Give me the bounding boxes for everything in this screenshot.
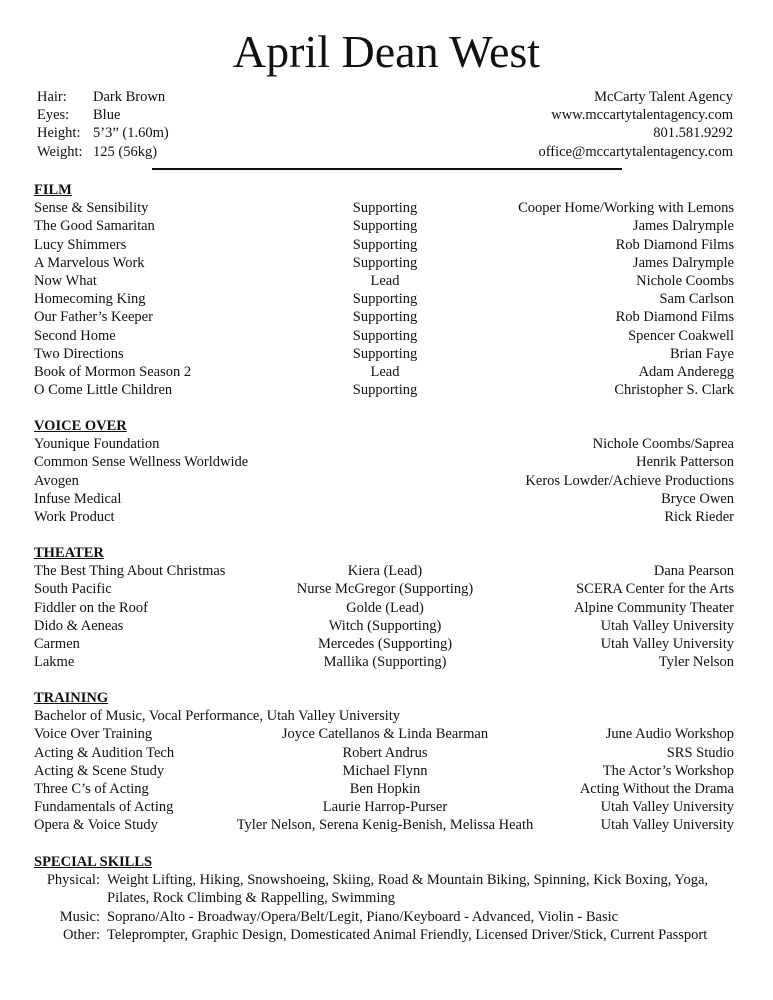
stat-label: Height:	[37, 125, 81, 142]
credit-company: Dana Pearson	[653, 563, 734, 580]
credit-company: Utah Valley University	[600, 617, 734, 634]
credit-company: Rick Rieder	[664, 508, 734, 525]
credit-title: Book of Mormon Season 2	[34, 363, 192, 380]
credit-role: Supporting	[352, 254, 418, 271]
credit-row	[34, 199, 734, 217]
training-section	[34, 689, 734, 835]
agency-email[interactable]: office@mccartytalentagency.com	[538, 143, 733, 160]
credit-row	[34, 508, 734, 526]
credit-company: Rob Diamond Films	[615, 236, 734, 253]
training-degree	[34, 707, 734, 725]
section-heading: TRAINING	[34, 690, 109, 706]
credit-role: Supporting	[352, 200, 418, 217]
credit-row	[34, 562, 734, 580]
credit-title: Avogen	[34, 472, 79, 489]
skill-text: Soprano/Alto - Broadway/Opera/Belt/Legit, Piano/Keyboard - Advanced, Violin - Basic	[107, 908, 619, 925]
agency-contact	[538, 88, 733, 161]
credit-row	[34, 345, 734, 363]
credit-title: Sense & Sensibility	[34, 200, 149, 217]
training-list	[34, 725, 734, 834]
stat-value: Blue	[93, 107, 121, 124]
film-section	[34, 181, 734, 399]
credit-row	[34, 780, 734, 798]
credit-title: Common Sense Wellness Worldwide	[34, 454, 249, 471]
training-place: June Audio Workshop	[605, 726, 734, 743]
credit-title: Lakme	[34, 654, 75, 671]
credit-row	[34, 236, 734, 254]
training-place: Utah Valley University	[600, 799, 734, 816]
stat-label: Hair:	[37, 89, 67, 105]
credit-row	[34, 327, 734, 345]
credit-row	[34, 435, 734, 453]
credit-role: Supporting	[352, 327, 418, 344]
credit-row	[34, 272, 734, 290]
stat-height	[37, 124, 169, 142]
credit-role: Supporting	[352, 309, 418, 326]
skill-text: Teleprompter, Graphic Design, Domesticated Animal Friendly, Licensed Driver/Stick, Current Passport	[107, 926, 708, 943]
skill-label: Music:	[59, 908, 100, 925]
training-course: Opera & Voice Study	[34, 817, 158, 834]
section-heading: THEATER	[34, 545, 104, 561]
credit-role: Golde (Lead)	[346, 599, 424, 616]
credit-company: Sam Carlson	[659, 291, 734, 308]
credit-row	[34, 217, 734, 235]
credit-title: Infuse Medical	[34, 490, 122, 507]
credit-title: Two Directions	[34, 345, 124, 362]
credit-title: Younique Foundation	[34, 436, 160, 453]
credit-row	[34, 580, 734, 598]
credit-company: James Dalrymple	[632, 254, 734, 271]
training-teacher: Tyler Nelson, Serena Kenig-Benish, Melissa Heath	[236, 817, 534, 834]
training-course: Acting & Audition Tech	[34, 744, 175, 761]
voice-over-section	[34, 417, 734, 526]
agency-phone: 801.581.9292	[653, 125, 733, 142]
credit-company: Nichole Coombs	[636, 272, 734, 289]
skill-row	[34, 908, 734, 926]
stat-value: Dark Brown	[93, 89, 166, 105]
theater-list	[34, 562, 734, 671]
training-teacher: Laurie Harrop-Purser	[322, 799, 448, 816]
credit-company: Adam Anderegg	[638, 363, 734, 380]
credit-row	[34, 617, 734, 635]
skill-label: Other:	[62, 926, 100, 943]
credit-row	[34, 653, 734, 671]
credit-row	[34, 290, 734, 308]
credit-company: Bryce Owen	[661, 490, 734, 507]
credit-title: Dido & Aeneas	[34, 617, 124, 634]
credit-company: Spencer Coakwell	[628, 327, 734, 344]
credit-row	[34, 816, 734, 834]
voice-over-list	[34, 435, 734, 526]
training-place: SRS Studio	[666, 744, 734, 761]
credit-row	[34, 744, 734, 762]
skill-label: Physical:	[46, 872, 100, 889]
stat-label: Eyes:	[37, 107, 70, 124]
training-teacher: Joyce Catellanos & Linda Bearman	[281, 726, 489, 743]
credit-company: Tyler Nelson	[658, 654, 734, 671]
degree-text: Bachelor of Music, Vocal Performance, Utah Valley University	[34, 708, 401, 725]
credit-role: Kiera (Lead)	[347, 563, 423, 580]
credit-row	[34, 798, 734, 816]
credit-title: The Best Thing About Christmas	[34, 563, 226, 580]
credit-title: Work Product	[34, 508, 115, 525]
theater-section	[34, 544, 734, 671]
credit-company: Rob Diamond Films	[615, 309, 734, 326]
credit-company: Brian Faye	[669, 345, 734, 362]
skills-list	[34, 871, 734, 944]
section-heading: VOICE OVER	[34, 418, 127, 434]
credit-row	[34, 599, 734, 617]
credit-role: Supporting	[352, 236, 418, 253]
stat-eyes	[37, 106, 169, 124]
section-heading: SPECIAL SKILLS	[34, 854, 153, 870]
training-course: Acting & Scene Study	[34, 762, 165, 779]
credit-role: Supporting	[352, 382, 418, 399]
training-course: Fundamentals of Acting	[34, 799, 174, 816]
training-place: Utah Valley University	[600, 817, 734, 834]
credit-role: Supporting	[352, 218, 418, 235]
credit-title: Our Father’s Keeper	[34, 309, 153, 326]
personal-stats	[37, 88, 169, 161]
agency-name: McCarty Talent Agency	[594, 89, 733, 105]
training-place: The Actor’s Workshop	[602, 762, 734, 779]
credit-row	[34, 635, 734, 653]
credit-title: A Marvelous Work	[34, 254, 145, 271]
credit-row	[34, 254, 734, 272]
credit-company: Cooper Home/Working with Lemons	[518, 200, 734, 217]
credit-role: Witch (Supporting)	[328, 617, 442, 634]
skill-row	[34, 871, 734, 907]
credit-company: Alpine Community Theater	[573, 599, 734, 616]
skill-row	[34, 926, 734, 944]
credit-role: Mercedes (Supporting)	[317, 635, 453, 652]
credit-company: Henrik Patterson	[636, 454, 734, 471]
credit-role: Lead	[370, 272, 400, 289]
film-list	[34, 199, 734, 399]
credit-title: Now What	[34, 272, 97, 289]
credit-row	[34, 308, 734, 326]
credit-row	[34, 725, 734, 743]
credit-role: Mallika (Supporting)	[323, 654, 447, 671]
stat-value: 5’3” (1.60m)	[93, 125, 169, 142]
credit-company: James Dalrymple	[632, 218, 734, 235]
credit-role: Supporting	[352, 345, 418, 362]
training-teacher: Ben Hopkin	[349, 780, 421, 797]
training-teacher: Michael Flynn	[342, 762, 428, 779]
credit-title: O Come Little Children	[34, 382, 173, 399]
credit-title: Homecoming King	[34, 291, 146, 308]
training-teacher: Robert Andrus	[342, 744, 428, 761]
credit-row	[34, 472, 734, 490]
training-course: Three C’s of Acting	[34, 780, 149, 797]
credit-title: South Pacific	[34, 581, 112, 598]
stat-label: Weight:	[37, 143, 83, 160]
credit-title: Carmen	[34, 635, 80, 652]
stat-weight	[37, 143, 169, 161]
stat-value: 125 (56kg)	[93, 143, 158, 160]
credit-title: Fiddler on the Roof	[34, 599, 148, 616]
skill-text: Weight Lifting, Hiking, Snowshoeing, Skiing, Road & Mountain Biking, Spinning, Kick Boxing, Yoga, Pilates, Rock Climbing & Rappelling, Swimming	[107, 872, 709, 907]
credit-company: Keros Lowder/Achieve Productions	[525, 472, 734, 489]
credit-row	[34, 381, 734, 399]
credit-role: Lead	[370, 363, 400, 380]
credit-role: Supporting	[352, 291, 418, 308]
credit-row	[34, 363, 734, 381]
agency-website[interactable]: www.mccartytalentagency.com	[551, 107, 733, 124]
training-course: Voice Over Training	[34, 726, 153, 743]
credit-company: Utah Valley University	[600, 635, 734, 652]
credit-role: Nurse McGregor (Supporting)	[296, 581, 474, 598]
actor-name: April Dean West	[232, 26, 541, 77]
training-place: Acting Without the Drama	[579, 780, 734, 797]
section-heading: FILM	[34, 182, 72, 198]
credit-title: Second Home	[34, 327, 116, 344]
credit-company: Nichole Coombs/Saprea	[592, 436, 734, 453]
credit-row	[34, 762, 734, 780]
stat-hair	[37, 88, 169, 106]
credit-row	[34, 490, 734, 508]
credit-company: SCERA Center for the Arts	[576, 581, 734, 598]
credit-row	[34, 453, 734, 471]
header-divider	[152, 168, 622, 170]
credit-company: Christopher S. Clark	[614, 382, 734, 399]
credit-title: Lucy Shimmers	[34, 236, 127, 253]
credit-title: The Good Samaritan	[34, 218, 155, 235]
skills-section	[34, 853, 734, 944]
